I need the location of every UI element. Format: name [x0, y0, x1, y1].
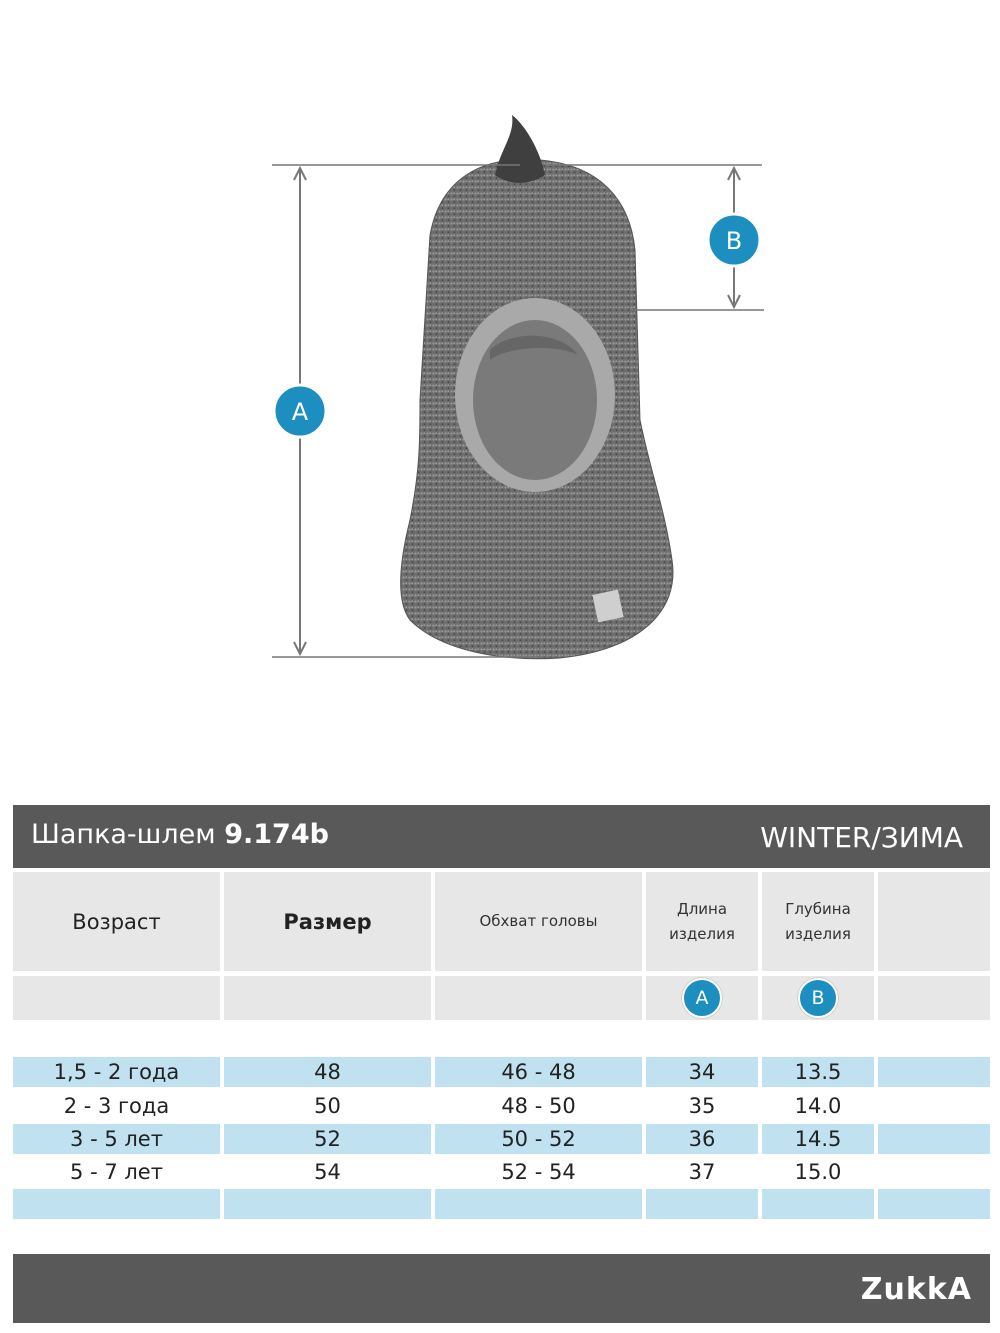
- product-name: Шапка-шлем: [31, 819, 216, 850]
- column-header-depth-line1: Глубина: [785, 899, 851, 918]
- cell-empty: [435, 1189, 642, 1219]
- column-header-size: Размер: [224, 872, 431, 971]
- column-header-age: Возраст: [13, 872, 220, 971]
- cell-size: 48: [224, 1057, 431, 1087]
- footer-bar: [13, 1254, 990, 1323]
- cell-size: 54: [314, 1160, 341, 1184]
- column-header-depth-line2: изделия: [785, 924, 851, 943]
- cell-head-girth: 46 - 48: [435, 1057, 642, 1087]
- header-sub-cell: [224, 976, 431, 1020]
- cell-length: 36: [646, 1124, 758, 1154]
- dimension-b-label: B: [725, 227, 743, 255]
- dino-spike: [495, 115, 545, 183]
- cell-empty: [878, 1057, 990, 1087]
- depth-b-badge: B: [798, 978, 838, 1018]
- cell-head-girth: 52 - 54: [501, 1160, 576, 1184]
- brand-logo: ZukkA: [860, 1272, 972, 1307]
- cell-head-girth: 50 - 52: [435, 1124, 642, 1154]
- header-sub-cell-length: [646, 976, 758, 1020]
- cell-empty: [878, 1189, 990, 1219]
- header-sub-cell: [13, 976, 220, 1020]
- cell-age: 5 - 7 лет: [70, 1160, 163, 1184]
- cell-empty: [13, 1189, 220, 1219]
- table-row: [13, 1157, 990, 1187]
- column-header-head-girth: Обхват головы: [435, 872, 642, 971]
- cell-age: 3 - 5 лет: [13, 1124, 220, 1154]
- cell-empty: [224, 1189, 431, 1219]
- column-header-length-line1: Длина: [676, 899, 728, 918]
- cell-head-girth: 48 - 50: [501, 1094, 576, 1118]
- cell-size: 50: [314, 1094, 341, 1118]
- season-label: WINTER/ЗИМА: [760, 821, 963, 854]
- header-sub-cell-depth: [762, 976, 874, 1020]
- cell-depth: 14.0: [794, 1094, 842, 1118]
- table-row: [13, 1091, 990, 1121]
- product-title: [31, 819, 329, 850]
- cell-age: 2 - 3 года: [63, 1094, 170, 1118]
- cell-size: 52: [224, 1124, 431, 1154]
- table-header-badges-row: [13, 976, 990, 1020]
- cell-age: 1,5 - 2 года: [13, 1057, 220, 1087]
- column-header-empty: [878, 872, 990, 971]
- cell-length: 37: [688, 1160, 716, 1184]
- cell-empty: [762, 1189, 874, 1219]
- length-a-badge: A: [682, 978, 722, 1018]
- model-code: 9.174b: [224, 819, 329, 850]
- dimension-a-label: A: [291, 398, 309, 426]
- cell-depth: 13.5: [762, 1057, 874, 1087]
- column-header-length-line2: изделия: [669, 924, 735, 943]
- cell-empty: [646, 1189, 758, 1219]
- column-header-depth: [762, 872, 874, 971]
- table-header-row: [13, 872, 990, 971]
- cell-depth: 15.0: [794, 1160, 842, 1184]
- cell-length: 35: [688, 1094, 716, 1118]
- cell-depth: 14.5: [762, 1124, 874, 1154]
- cell-length: 34: [646, 1057, 758, 1087]
- header-sub-cell: [878, 976, 990, 1020]
- table-row: [13, 1057, 990, 1087]
- header-sub-cell: [435, 976, 642, 1020]
- column-header-length: [646, 872, 758, 971]
- table-row: [13, 1124, 990, 1154]
- table-row-empty: [13, 1189, 990, 1219]
- cell-empty: [878, 1124, 990, 1154]
- size-chart-title-bar: [13, 805, 990, 868]
